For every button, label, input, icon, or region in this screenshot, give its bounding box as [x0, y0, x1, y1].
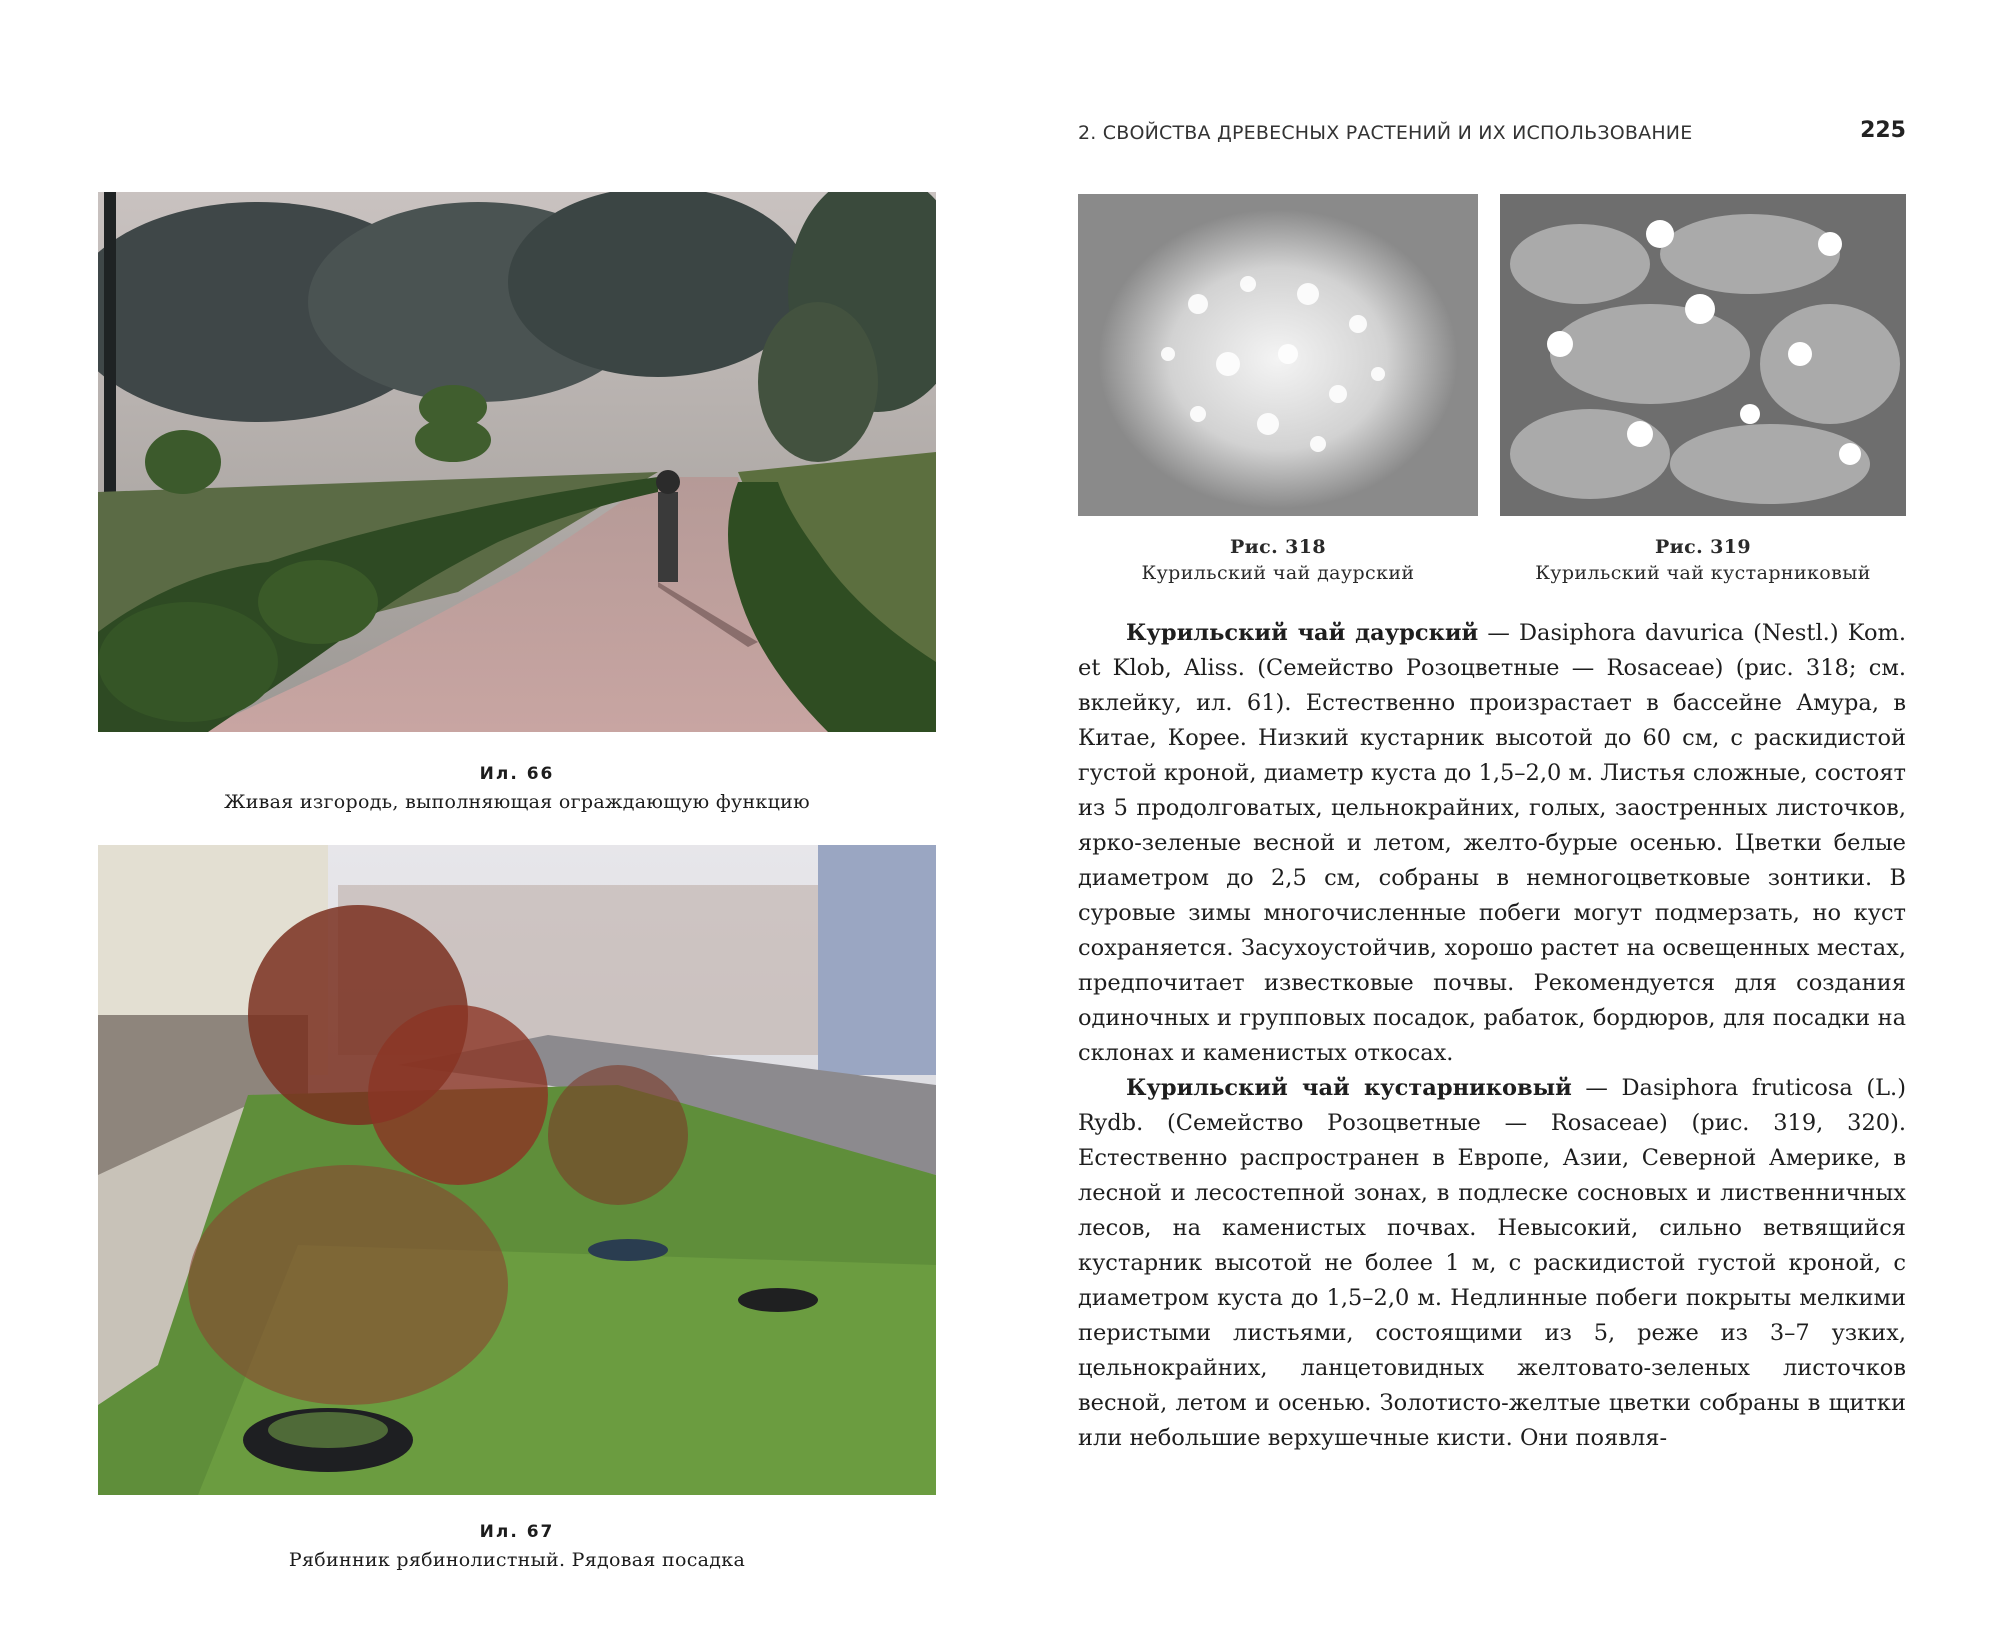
- body-text: [1078, 616, 1906, 1456]
- illustration-66-caption: [98, 760, 936, 816]
- sorbaria-row-image: [98, 845, 936, 1495]
- figure-319-caption: [1500, 534, 1906, 586]
- paragraph-2-text: — Dasiphora fruticosa (L.) Rydb. (Семейство Розоцветные — Rosaceae) (рис. 319, 320). Естественно распространен в Европе, Азии, Северной Америке, в лесной и лесостепной зонах, в подлеске сосновых и лиственничных лесов, на каменистых почвах. Невысокий, сильно ветвящийся кустарник высотой не более 1 м, с раскидистой густой кроной, с диаметром куста до 1,5–2,0 м. Недлинные побеги покрыты мелкими перистыми листьями, состоящими из 5, реже из 3–7 узких, цельнокрайних, ланцетовидных желтовато-зеленых листочков весной, летом и осенью. Золотисто-желтые цветки собраны в щитки или небольшие верхушечные кисти. Они появля-: [1078, 1075, 1906, 1451]
- running-header: [1078, 118, 1906, 148]
- term-dasiphora-davurica: Курильский чай даурский: [1126, 620, 1479, 646]
- dasiphora-fruticosa-photo: [1500, 194, 1906, 516]
- page-number: 225: [1860, 118, 1906, 143]
- photo-hedge-path: [98, 192, 936, 732]
- illustration-67-number: Ил. 67: [479, 1522, 555, 1542]
- figure-319-text: Курильский чай кустарниковый: [1535, 562, 1871, 584]
- paragraph-dasiphora-davurica: [1078, 616, 1906, 1071]
- figure-319-number: Рис. 319: [1654, 536, 1752, 558]
- illustration-66-number: Ил. 66: [479, 764, 555, 784]
- figure-318-text: Курильский чай даурский: [1141, 562, 1415, 584]
- paragraph-dasiphora-fruticosa: [1078, 1071, 1906, 1456]
- term-dasiphora-fruticosa: Курильский чай кустарниковый: [1126, 1075, 1572, 1101]
- figure-319-image: [1500, 194, 1906, 516]
- figure-318-caption: [1078, 534, 1478, 586]
- illustration-67-text: Рябинник рябинолистный. Рядовая посадка: [288, 1549, 746, 1571]
- figure-318-image: [1078, 194, 1478, 516]
- hedge-path-image: [98, 192, 936, 732]
- dasiphora-davurica-photo: [1078, 194, 1478, 516]
- figure-318-number: Рис. 318: [1229, 536, 1327, 558]
- paragraph-1-text: — Dasiphora davurica (Nestl.) Kom. et Klob, Aliss. (Семейство Розоцветные — Rosaceae) (рис. 318; см. вклейку, ил. 61). Естественно произрастает в бассейне Амура, в Китае, Корее. Низкий кустарник высотой до 60 см, с раскидистой густой кроной, диаметр куста до 1,5–2,0 м. Листья сложные, состоят из 5 продолговатых, цельнокрайних, голых, заостренных листочков, ярко-зеленые весной и летом, желто-бурые осенью. Цветки белые диаметром до 2,5 см, собраны в немногоцветковые зонтики. В суровые зимы многочисленные побеги могут подмерзать, но куст сохраняется. Засухоустойчив, хорошо растет на освещенных местах, предпочитает известковые почвы. Рекомендуется для создания одиночных и групповых посадок, рабаток, бордюров, для посадки на склонах и каменистых откосах.: [1078, 620, 1906, 1066]
- illustration-66-text: Живая изгородь, выполняющая ограждающую функцию: [224, 791, 810, 813]
- illustration-67-caption: [98, 1518, 936, 1574]
- running-title: 2. СВОЙСТВА ДРЕВЕСНЫХ РАСТЕНИЙ И ИХ ИСПОЛЬЗОВАНИЕ: [1078, 122, 1693, 144]
- photo-sorbaria-row: [98, 845, 936, 1495]
